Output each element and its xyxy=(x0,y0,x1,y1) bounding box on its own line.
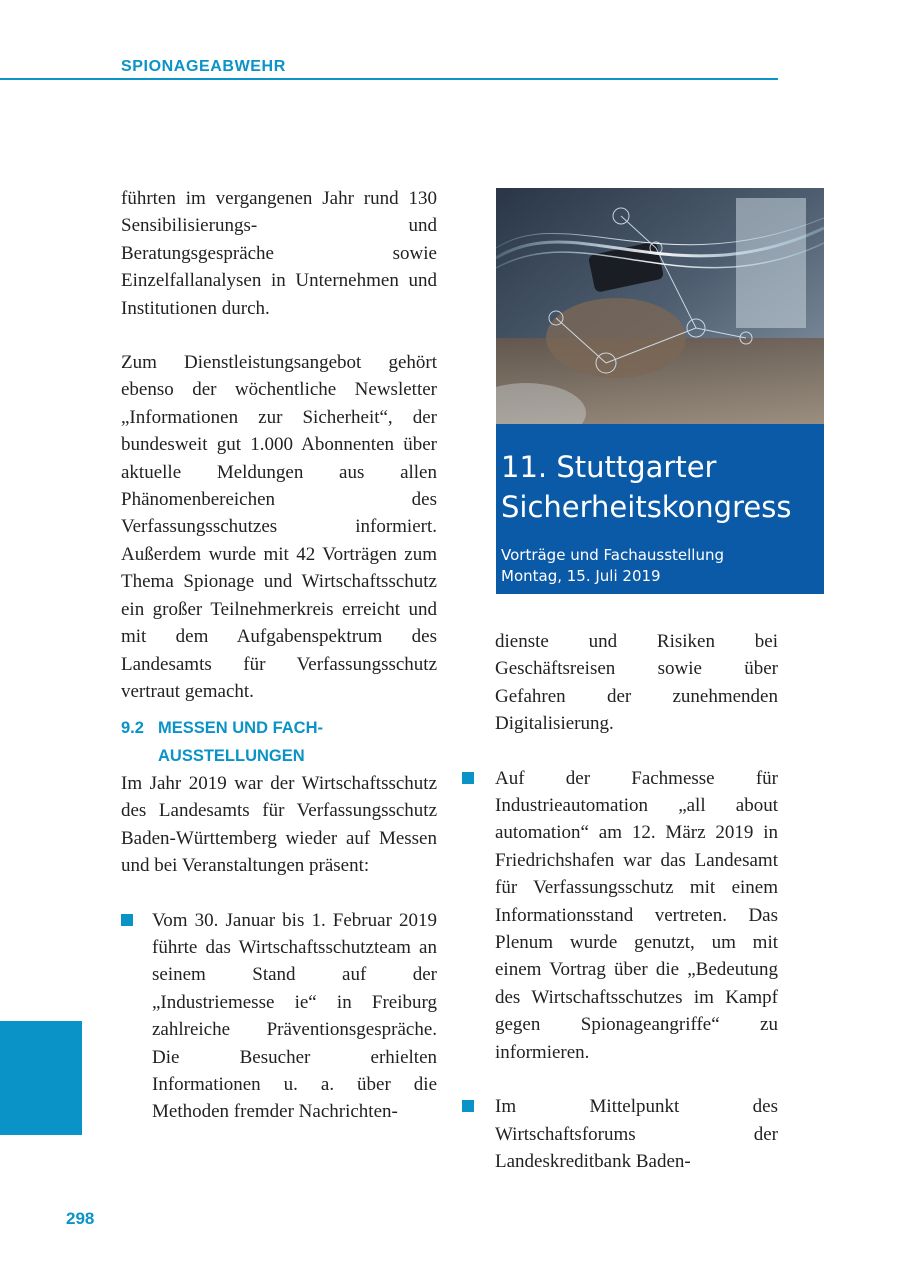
bullet-text-wirtschaftsforum: Im Mittelpunkt des Wirtschaftsforums der Landeskreditbank Baden- xyxy=(495,1096,778,1172)
section-heading xyxy=(121,714,437,770)
chapter-side-tab xyxy=(0,1021,82,1135)
poster-title-line1: 11. Stuttgarter xyxy=(501,450,717,484)
poster-title-line2: Sicherheitskongress xyxy=(501,490,792,524)
page-number: 298 xyxy=(66,1209,95,1228)
paragraph-newsletter: Zum Dienstleistungsangebot gehört ebenso der wöchentliche Newsletter „Informationen zur Sicherheit“, der bundesweit gut 1.000 Abonnenten über aktuelle Meldungen aus allen Phänomenbereichen des Verfassungsschutzes informiert. Außerdem wurde mit 42 Vorträgen zum Thema Spionage und Wirtschaftsschutz ein großer Teilnehmerkreis erreicht und mit dem Aufgabenspektrum des Landesamts für Verfassungsschutz vertraut gemacht. xyxy=(121,352,437,702)
poster-subtitle-line1: Vorträge und Fachausstellung xyxy=(501,546,725,564)
bullet-square-icon xyxy=(121,914,133,926)
paragraph-consultations: führten im vergangenen Jahr rund 130 Sensibilisierungs- und Beratungsgespräche sowie Einzelfallanalysen in Unternehmen und Institutionen durch. xyxy=(121,188,437,319)
section-intro: Im Jahr 2019 war der Wirtschaftsschutz des Landesamts für Verfassungsschutz Baden-Württemberg wieder auf Messen und bei Veranstaltungen präsent: xyxy=(121,773,437,877)
left-column-bottom xyxy=(121,770,437,1126)
list-item xyxy=(121,907,437,1126)
left-column-top xyxy=(121,185,437,705)
header-rule xyxy=(0,78,778,80)
running-title: SPIONAGEABWEHR xyxy=(121,58,286,75)
bullet-text-industriemesse: Vom 30. Januar bis 1. Februar 2019 führte das Wirtschaftsschutzteam an seinem Stand auf der „Industriemesse ie“ in Freiburg zahlreiche Präventionsgespräche. Die Besucher erhielten Informationen u. a. über die Methoden fremder Nachrichten- xyxy=(152,909,437,1123)
poster-subtitle xyxy=(501,545,821,587)
list-item xyxy=(462,765,778,1066)
congress-poster xyxy=(496,188,824,594)
section-title-line1: MESSEN UND FACH- xyxy=(158,719,324,737)
right-column xyxy=(462,628,778,1175)
section-number: 9.2 xyxy=(121,719,144,737)
poster-title xyxy=(501,447,821,527)
section-title-line2: AUSSTELLUNGEN xyxy=(158,747,305,765)
bullet-text-automation: Auf der Fachmesse für Industrieautomation „all about automation“ am 12. März 2019 in Friedrichshafen war das Landesamt für Verfassungsschutz mit einem Informationsstand vertreten. Das Plenum wurde genutzt, um mit einem Vortrag über die „Bedeutung des Wirtschaftsschutzes im Kampf gegen Spionageangriffe“ zu informieren. xyxy=(495,767,778,1063)
poster-subtitle-line2: Montag, 15. Juli 2019 xyxy=(501,567,661,585)
bullet-continuation: dienste und Risiken bei Geschäftsreisen sowie über Gefahren der zunehmenden Digitalisierung. xyxy=(495,631,778,735)
bullet-square-icon xyxy=(462,1100,474,1112)
list-item xyxy=(462,1093,778,1175)
bullet-square-icon xyxy=(462,772,474,784)
network-photo-illustration xyxy=(496,188,824,424)
